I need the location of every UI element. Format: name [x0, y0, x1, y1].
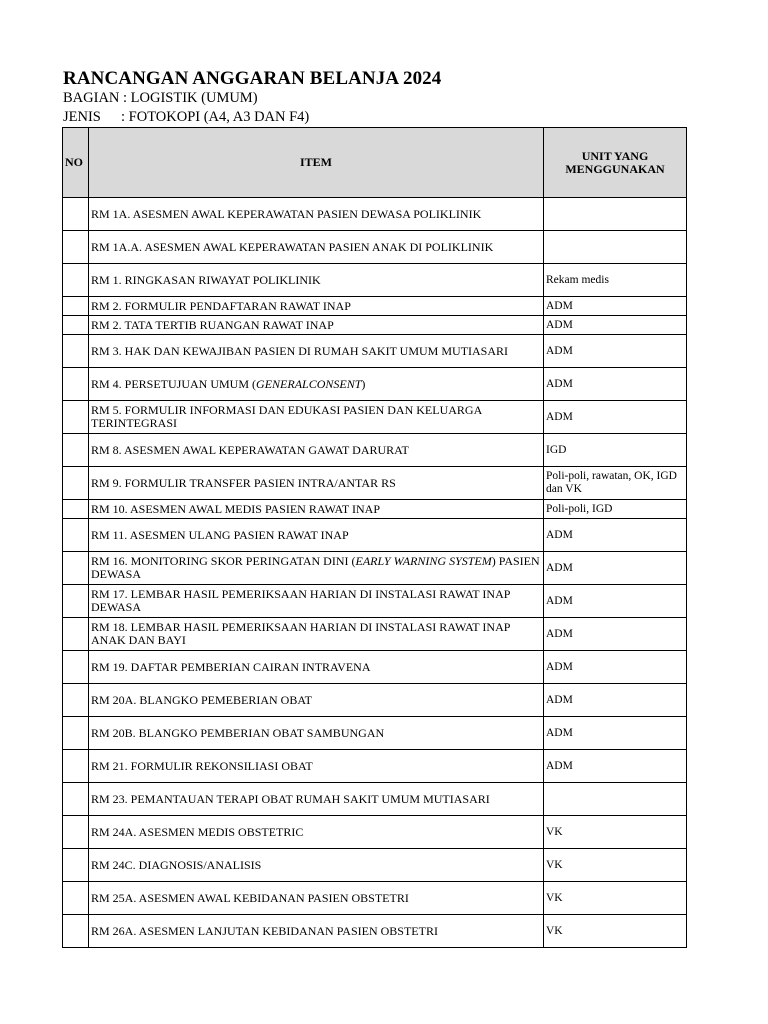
- cell-no: [63, 552, 89, 585]
- cell-unit: ADM: [544, 552, 687, 585]
- cell-no: [63, 816, 89, 849]
- item-text: RM 8. ASESMEN AWAL KEPERAWATAN GAWAT DARURAT: [91, 442, 409, 457]
- cell-no: [63, 297, 89, 316]
- cell-no: [63, 849, 89, 882]
- table-row: [63, 467, 687, 500]
- cell-item: [89, 316, 544, 335]
- cell-item: [89, 750, 544, 783]
- cell-no: [63, 783, 89, 816]
- item-text: RM 17. LEMBAR HASIL PEMERIKSAAN HARIAN DI INSTALASI RAWAT INAP DEWASA: [91, 587, 510, 614]
- cell-unit: ADM: [544, 618, 687, 651]
- jenis-value: : FOTOKOPI (A4, A3 DAN F4): [121, 109, 310, 125]
- cell-item: [89, 651, 544, 684]
- table-row: [63, 915, 687, 948]
- table-row: [63, 717, 687, 750]
- budget-table: [62, 127, 687, 948]
- item-text: RM 1A.A. ASESMEN AWAL KEPERAWATAN PASIEN ANAK DI POLIKLINIK: [91, 239, 494, 254]
- cell-unit: Rekam medis: [544, 264, 687, 297]
- cell-no: [63, 500, 89, 519]
- cell-unit: ADM: [544, 684, 687, 717]
- header-unit: UNIT YANG MENGGUNAKAN: [544, 128, 687, 198]
- table-row: [63, 750, 687, 783]
- item-text: RM 4. PERSETUJUAN UMUM (: [91, 376, 257, 391]
- item-text: RM 21. FORMULIR REKONSILIASI OBAT: [91, 758, 313, 773]
- cell-no: [63, 882, 89, 915]
- cell-item: [89, 519, 544, 552]
- table-row: [63, 231, 687, 264]
- cell-item: [89, 882, 544, 915]
- cell-unit: ADM: [544, 335, 687, 368]
- cell-item: [89, 198, 544, 231]
- cell-no: [63, 684, 89, 717]
- cell-item: [89, 297, 544, 316]
- table-row: [63, 264, 687, 297]
- cell-item: [89, 231, 544, 264]
- cell-item: [89, 717, 544, 750]
- cell-no: [63, 368, 89, 401]
- cell-no: [63, 231, 89, 264]
- table-row: [63, 849, 687, 882]
- item-text: RM 1A. ASESMEN AWAL KEPERAWATAN PASIEN DEWASA POLIKLINIK: [91, 206, 482, 221]
- cell-item: [89, 401, 544, 434]
- cell-unit: ADM: [544, 368, 687, 401]
- table-row: [63, 335, 687, 368]
- cell-no: [63, 519, 89, 552]
- cell-item: [89, 849, 544, 882]
- cell-item: [89, 783, 544, 816]
- table-row: [63, 651, 687, 684]
- cell-unit: ADM: [544, 316, 687, 335]
- cell-unit: Poli-poli, IGD: [544, 500, 687, 519]
- cell-unit: [544, 783, 687, 816]
- cell-unit: VK: [544, 849, 687, 882]
- cell-unit: ADM: [544, 519, 687, 552]
- cell-no: [63, 467, 89, 500]
- item-text: RM 10. ASESMEN AWAL MEDIS PASIEN RAWAT INAP: [91, 501, 381, 516]
- item-text: RM 20B. BLANGKO PEMBERIAN OBAT SAMBUNGAN: [91, 725, 385, 740]
- table-row: [63, 882, 687, 915]
- item-text: RM 9. FORMULIR TRANSFER PASIEN INTRA/ANTAR RS: [91, 475, 396, 490]
- cell-item: [89, 618, 544, 651]
- cell-no: [63, 750, 89, 783]
- cell-no: [63, 198, 89, 231]
- cell-unit: Poli-poli, rawatan, OK, IGD dan VK: [544, 467, 687, 500]
- cell-no: [63, 585, 89, 618]
- item-text: RM 1. RINGKASAN RIWAYAT POLIKLINIK: [91, 272, 321, 287]
- cell-item: [89, 467, 544, 500]
- item-text: RM 24A. ASESMEN MEDIS OBSTETRIC: [91, 824, 304, 839]
- cell-no: [63, 434, 89, 467]
- cell-unit: [544, 198, 687, 231]
- table-header-row: [63, 128, 687, 198]
- cell-item: [89, 335, 544, 368]
- cell-item: [89, 500, 544, 519]
- cell-no: [63, 651, 89, 684]
- cell-unit: ADM: [544, 750, 687, 783]
- item-text: RM 5. FORMULIR INFORMASI DAN EDUKASI PASIEN DAN KELUARGA TERINTEGRASI: [91, 403, 482, 430]
- item-text: RM 11. ASESMEN ULANG PASIEN RAWAT INAP: [91, 527, 349, 542]
- item-text: RM 26A. ASESMEN LANJUTAN KEBIDANAN PASIEN OBSTETRI: [91, 923, 438, 938]
- cell-no: [63, 316, 89, 335]
- table-body: [63, 198, 687, 948]
- cell-unit: ADM: [544, 585, 687, 618]
- cell-unit: IGD: [544, 434, 687, 467]
- cell-unit: ADM: [544, 401, 687, 434]
- item-italic-text: GENERALCONSENT: [256, 376, 362, 391]
- cell-item: [89, 368, 544, 401]
- table-row: [63, 316, 687, 335]
- cell-item: [89, 552, 544, 585]
- cell-no: [63, 335, 89, 368]
- item-text: RM 24C. DIAGNOSIS/ANALISIS: [91, 857, 262, 872]
- item-text: RM 18. LEMBAR HASIL PEMERIKSAAN HARIAN DI INSTALASI RAWAT INAP ANAK DAN BAYI: [91, 620, 510, 647]
- cell-item: [89, 264, 544, 297]
- cell-item: [89, 816, 544, 849]
- cell-unit: VK: [544, 816, 687, 849]
- table-row: [63, 585, 687, 618]
- cell-no: [63, 618, 89, 651]
- cell-unit: ADM: [544, 651, 687, 684]
- table-row: [63, 368, 687, 401]
- document-title: RANCANGAN ANGGARAN BELANJA 2024: [63, 68, 442, 89]
- jenis-line: [63, 109, 309, 126]
- cell-no: [63, 915, 89, 948]
- item-after-text: ) PASIEN DEWASA: [91, 554, 540, 581]
- header-no: NO: [63, 128, 89, 198]
- item-italic-text: EARLY WARNING SYSTEM: [355, 554, 492, 568]
- item-text: RM 16. MONITORING SKOR PERINGATAN DINI (: [91, 554, 356, 568]
- cell-no: [63, 717, 89, 750]
- table-row: [63, 552, 687, 585]
- cell-no: [63, 401, 89, 434]
- cell-item: [89, 684, 544, 717]
- table-row: [63, 198, 687, 231]
- table-row: [63, 519, 687, 552]
- table-row: [63, 783, 687, 816]
- table-row: [63, 297, 687, 316]
- jenis-key: JENIS: [63, 109, 101, 125]
- item-text: RM 19. DAFTAR PEMBERIAN CAIRAN INTRAVENA: [91, 659, 371, 674]
- cell-no: [63, 264, 89, 297]
- item-text: RM 3. HAK DAN KEWAJIBAN PASIEN DI RUMAH SAKIT UMUM MUTIASARI: [91, 343, 509, 358]
- cell-unit: ADM: [544, 297, 687, 316]
- item-text: RM 20A. BLANGKO PEMEBERIAN OBAT: [91, 692, 313, 707]
- cell-item: [89, 915, 544, 948]
- cell-unit: VK: [544, 882, 687, 915]
- item-text: RM 25A. ASESMEN AWAL KEBIDANAN PASIEN OBSTETRI: [91, 890, 409, 905]
- item-after-text: ): [361, 376, 366, 391]
- table-row: [63, 816, 687, 849]
- table-row: [63, 500, 687, 519]
- table-row: [63, 618, 687, 651]
- cell-unit: VK: [544, 915, 687, 948]
- item-text: RM 23. PEMANTAUAN TERAPI OBAT RUMAH SAKIT UMUM MUTIASARI: [91, 791, 490, 806]
- header-item: ITEM: [89, 128, 544, 198]
- cell-unit: ADM: [544, 717, 687, 750]
- item-text: RM 2. TATA TERTIB RUANGAN RAWAT INAP: [91, 317, 334, 332]
- item-text: RM 2. FORMULIR PENDAFTARAN RAWAT INAP: [91, 298, 351, 313]
- table-row: [63, 434, 687, 467]
- cell-item: [89, 585, 544, 618]
- table-row: [63, 684, 687, 717]
- cell-unit: [544, 231, 687, 264]
- bagian-line: BAGIAN : LOGISTIK (UMUM): [63, 90, 258, 106]
- cell-item: [89, 434, 544, 467]
- table-row: [63, 401, 687, 434]
